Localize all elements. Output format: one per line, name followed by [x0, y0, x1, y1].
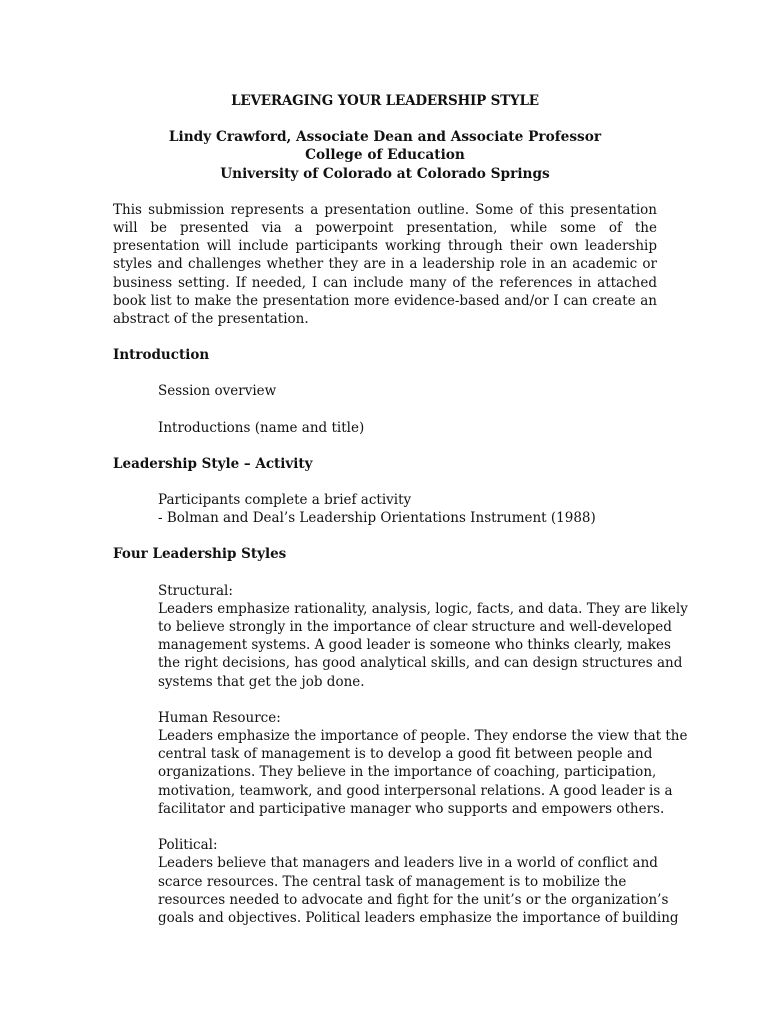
style-label: Human Resource:	[158, 709, 281, 726]
author-name-line: Lindy Crawford, Associate Dean and Associate Professor	[168, 129, 602, 146]
activity-heading: Leadership Style – Activity	[113, 455, 313, 472]
style-description-line: goals and objectives. Political leaders emphasize the importance of building	[158, 909, 679, 926]
style-description-line: Leaders believe that managers and leaders live in a world of conflict and	[158, 855, 658, 872]
style-label: Political:	[158, 837, 218, 854]
structural-style-block	[158, 582, 688, 691]
style-description-line: motivation, teamwork, and good interpersonal relations. A good leader is a	[158, 782, 673, 799]
activity-block	[158, 491, 657, 527]
session-overview-item: Session overview	[158, 383, 277, 400]
author-block	[113, 128, 657, 183]
style-description-line: organizations. They believe in the importance of coaching, participation,	[158, 764, 657, 781]
university-line: University of Colorado at Colorado Springs	[220, 165, 550, 182]
human-resource-style-block	[158, 709, 688, 818]
style-description-line: management systems. A good leader is someone who thinks clearly, makes	[158, 637, 671, 654]
document-title: LEVERAGING YOUR LEADERSHIP STYLE	[231, 93, 539, 109]
style-description-line: to believe strongly in the importance of clear structure and well-developed	[158, 619, 672, 636]
political-style-block	[158, 836, 679, 927]
style-description-line: systems that get the job done.	[158, 673, 365, 690]
style-description-line: central task of management is to develop a good fit between people and	[158, 746, 653, 763]
style-description-line: Leaders emphasize rationality, analysis, logic, facts, and data. They are likely	[158, 600, 688, 617]
style-description-line: Leaders emphasize the importance of people. They endorse the view that the	[158, 728, 688, 745]
document-content	[113, 92, 688, 927]
styles-heading: Four Leadership Styles	[113, 546, 287, 563]
intro-paragraph: This submission represents a presentation outline. Some of this presentation will be presented via a powerpoint presentation, while some of the presentation will include participants working through their own leadership styles and challenges whether they are in a leadership role in an academic or business setting. If needed, I can include many of the references in attached book list to make the presentation more evidence-based and/or I can create an abstract of the presentation.	[113, 201, 657, 328]
college-line: College of Education	[305, 147, 465, 164]
instrument-line: - Bolman and Deal’s Leadership Orientations Instrument (1988)	[158, 510, 596, 527]
style-description-line: the right decisions, has good analytical skills, and can design structures and	[158, 655, 683, 672]
introductions-item: Introductions (name and title)	[158, 419, 365, 436]
style-label: Structural:	[158, 582, 233, 599]
style-description-line: facilitator and participative manager who supports and empowers others.	[158, 800, 665, 817]
activity-line: Participants complete a brief activity	[158, 492, 412, 509]
style-description-line: resources needed to advocate and fight for the unit’s or the organization’s	[158, 891, 669, 908]
introduction-heading: Introduction	[113, 347, 210, 364]
style-description-line: scarce resources. The central task of management is to mobilize the	[158, 873, 627, 890]
